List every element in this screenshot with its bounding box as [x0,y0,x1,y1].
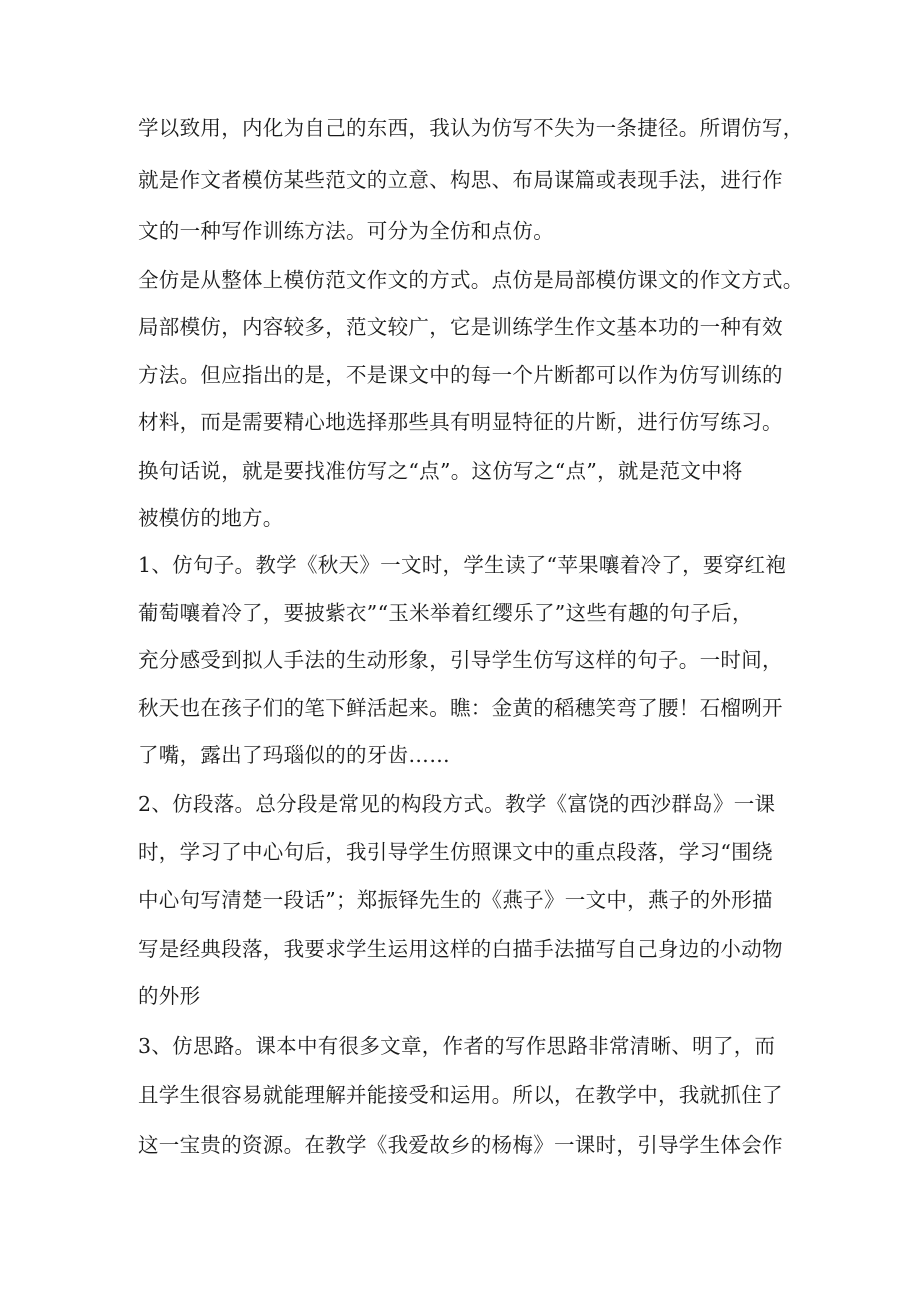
text-line: 中心句写清楚一段话”；郑振铎先生的《燕子》一文中，燕子的外形描 [138,888,773,912]
text-line: 全仿是从整体上模仿范文作文的方式。点仿是局部模仿课文的作文方式。 [138,268,804,292]
text-line: 且学生很容易就能理解并能接受和运用。所以，在教学中，我就抓住了 [138,1083,783,1107]
text-line: 充分感受到拟人手法的生动形象，引导学生仿写这样的句子。一时间， [138,648,783,672]
text-line: 学以致用，内化为自己的东西，我认为仿写不失为一条捷径。所谓仿写， [138,116,804,140]
text-line: 秋天也在孩子们的笔下鲜活起来。瞧：金黄的稻穗笑弯了腰！石榴咧开 [138,696,783,720]
text-line: 写是经典段落，我要求学生运用这样的白描手法描写自己身边的小动物 [138,937,783,961]
text-line: 1、仿句子。教学《秋天》一文时，学生读了“苹果嚷着冷了，要穿红袍 [138,553,787,577]
text-line: 时，学习了中心句后，我引导学生仿照课文中的重点段落，学习“围绕 [138,840,773,864]
text-line: 方法。但应指出的是，不是课文中的每一个片断都可以作为仿写训练的 [138,363,783,387]
text-line: 的外形 [138,984,201,1008]
text-line: 了嘴，露出了玛瑙似的的牙齿…… [138,743,450,767]
text-line: 就是作文者模仿某些范文的立意、构思、布局谋篇或表现手法，进行作 [138,168,783,192]
text-line: 局部模仿，内容较多，范文较广，它是训练学生作文基本功的一种有效 [138,315,783,339]
text-line: 2、仿段落。总分段是常见的构段方式。教学《富饶的西沙群岛》一课 [138,792,776,816]
text-line: 3、仿思路。课本中有很多文章，作者的写作思路非常清晰、明了，而 [138,1034,776,1058]
text-line: 材料，而是需要精心地选择那些具有明显特征的片断，进行仿写练习。 [138,410,783,434]
text-line: 这一宝贵的资源。在教学《我爱故乡的杨梅》一课时，引导学生体会作 [138,1133,783,1157]
text-line: 葡萄嚷着冷了，要披紫衣”“玉米举着红缨乐了”这些有趣的句子后， [138,601,753,625]
text-line: 文的一种写作训练方法。可分为全仿和点仿。 [138,219,554,243]
text-line: 被模仿的地方。 [138,506,284,530]
text-line: 换句话说，就是要找准仿写之“点”。这仿写之“点”，就是范文中将 [138,459,743,483]
